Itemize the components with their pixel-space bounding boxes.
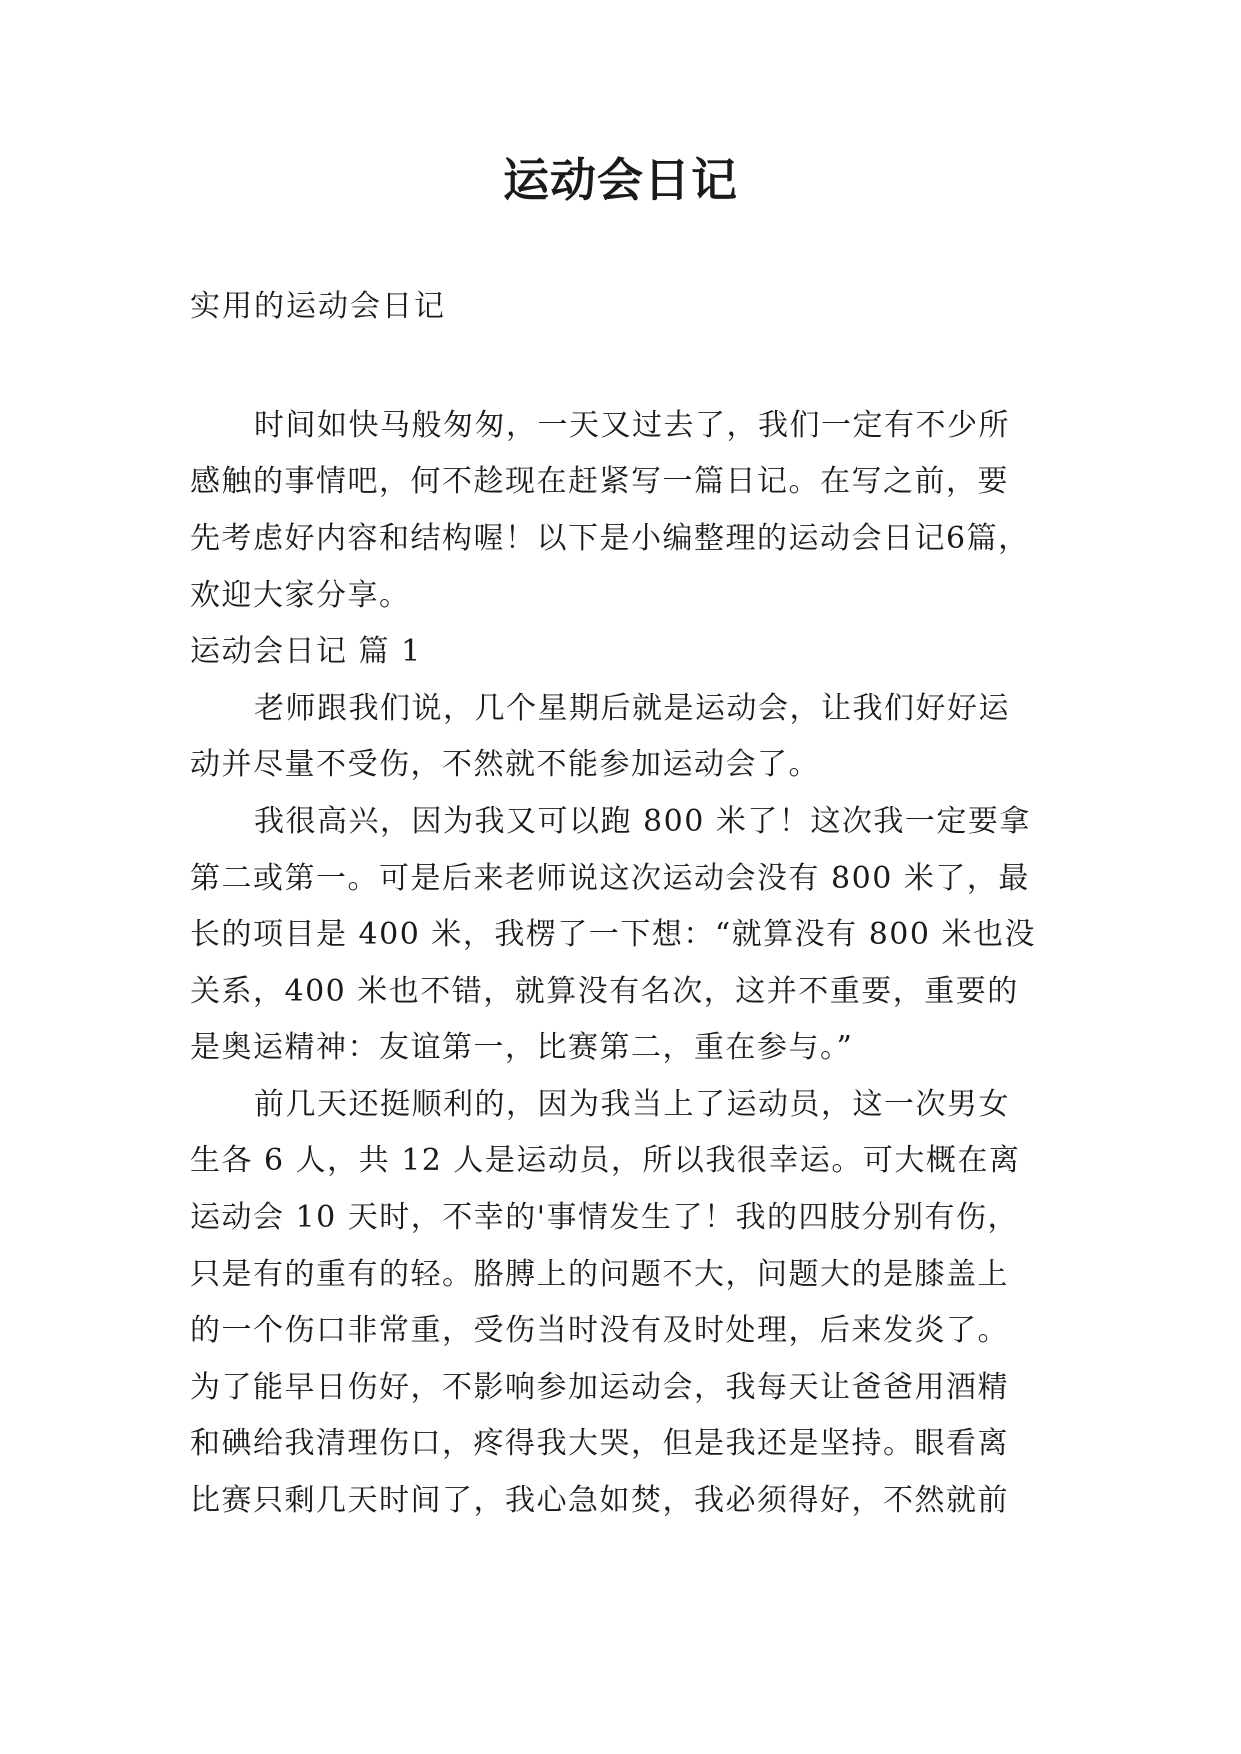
text-line: 只是有的重有的轻。胳膊上的问题不大，问题大的是膝盖上 bbox=[190, 1257, 1009, 1292]
document-title: 运动会日记 bbox=[503, 153, 738, 207]
section-heading: 运动会日记 篇 1 bbox=[190, 634, 422, 669]
text-line: 先考虑好内容和结构喔！以下是小编整理的运动会日记6篇， bbox=[190, 521, 1030, 556]
text-line: 时间如快马般匆匆，一天又过去了，我们一定有不少所 bbox=[254, 408, 1010, 443]
text-line: 是奥运精神：友谊第一，比赛第二，重在参与。” bbox=[190, 1030, 854, 1065]
text-line: 第二或第一。可是后来老师说这次运动会没有 800 米了，最 bbox=[190, 861, 1030, 896]
text-line: 生各 6 人，共 12 人是运动员，所以我很幸运。可大概在离 bbox=[190, 1143, 1021, 1178]
text-line: 欢迎大家分享。 bbox=[190, 578, 411, 613]
text-line: 比赛只剩几天时间了，我心急如焚，我必须得好，不然就前 bbox=[190, 1483, 1009, 1518]
document-subtitle: 实用的运动会日记 bbox=[190, 289, 446, 324]
text-line: 运动会 10 天时，不幸的'事情发生了！我的四肢分别有伤， bbox=[190, 1200, 1019, 1235]
text-line: 长的项目是 400 米，我楞了一下想：“就算没有 800 米也没 bbox=[190, 917, 1037, 952]
text-line: 为了能早日伤好，不影响参加运动会，我每天让爸爸用酒精 bbox=[190, 1370, 1009, 1405]
text-line: 我很高兴，因为我又可以跑 800 米了！这次我一定要拿 bbox=[254, 804, 1031, 839]
text-line: 和碘给我清理伤口，疼得我大哭，但是我还是坚持。眼看离 bbox=[190, 1426, 1009, 1461]
text-line: 关系，400 米也不错，就算没有名次，这并不重要，重要的 bbox=[190, 974, 1019, 1009]
text-line: 前几天还挺顺利的，因为我当上了运动员，这一次男女 bbox=[254, 1087, 1010, 1122]
text-line: 老师跟我们说，几个星期后就是运动会，让我们好好运 bbox=[254, 691, 1010, 726]
text-line: 动并尽量不受伤，不然就不能参加运动会了。 bbox=[190, 747, 820, 782]
text-line: 的一个伤口非常重，受伤当时没有及时处理，后来发炎了。 bbox=[190, 1313, 1009, 1348]
text-line: 感触的事情吧，何不趁现在赶紧写一篇日记。在写之前，要 bbox=[190, 464, 1009, 499]
